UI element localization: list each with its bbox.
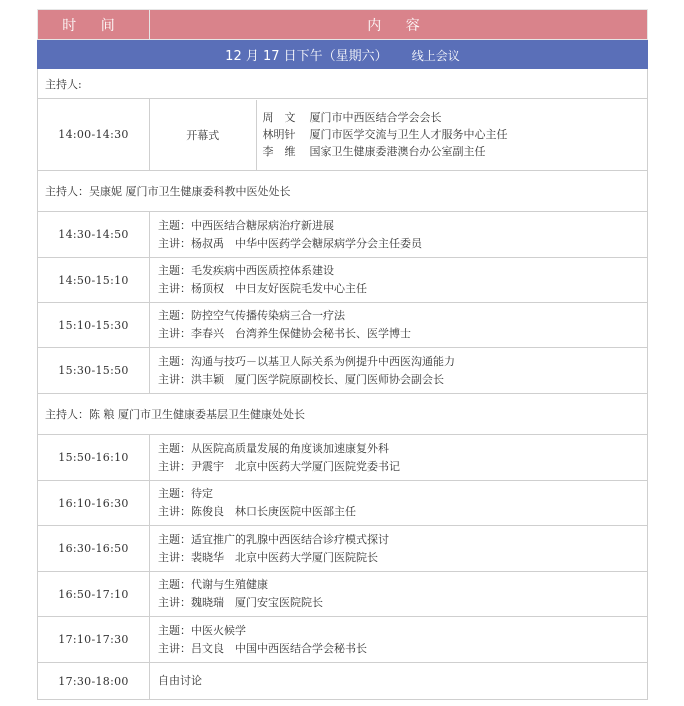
opening-row: [38, 99, 648, 171]
speaker: 主讲：李春兴 台湾养生保健协会秘书长、医学博士: [158, 327, 411, 340]
speaker-line: 李 维 国家卫生健康委港澳台办公室副主任: [262, 145, 486, 158]
session-row: [38, 526, 648, 572]
speaker: 主讲：陈俊良 林口长庚医院中医部主任: [158, 505, 356, 518]
time-cell: 16:10-16:30: [38, 481, 150, 526]
content-header: 内 容: [150, 10, 648, 40]
host-label: 主持人:: [38, 69, 648, 99]
speaker: 主讲：魏晓瑞 厦门安宝医院院长: [158, 596, 323, 609]
topic: 主题：毛发疾病中西医质控体系建设: [158, 264, 334, 277]
table-header: [38, 10, 648, 40]
speaker: 主讲：尹震宇 北京中医药大学厦门医院党委书记: [158, 459, 400, 473]
session-row: [38, 348, 648, 394]
host-row: [38, 394, 648, 435]
speaker: 主讲：杨叔禹 中华中医药学会糖尿病学分会主任委员: [158, 236, 422, 250]
speaker: 主讲：吕文良 中国中西医结合学会秘书长: [158, 641, 367, 655]
session-row: [38, 303, 648, 348]
speaker-line: 周 文 厦门市中西医结合学会会长: [262, 111, 442, 124]
speaker: 主讲：洪丰颖 厦门医学院原副校长、厦门医师协会副会长: [158, 372, 444, 386]
time-cell: 17:10-17:30: [38, 617, 150, 663]
session-venue: 线上会议: [411, 48, 460, 63]
topic: 主题：中西医结合糖尿病治疗新进展: [158, 218, 334, 232]
host-label: 主持人：吴康妮 厦门市卫生健康委科教中医处处长: [38, 171, 648, 212]
session-row: [38, 258, 648, 303]
date-bar: [38, 40, 648, 69]
time-cell: 14:30-14:50: [38, 212, 150, 258]
session-row: [38, 435, 648, 481]
time-cell: 14:00-14:30: [38, 99, 150, 171]
host-row: [38, 69, 648, 99]
session-row: [38, 212, 648, 258]
time-cell: 15:30-15:50: [38, 348, 150, 394]
speaker-line: 林明针 厦门市医学交流与卫生人才服务中心主任: [262, 128, 508, 141]
time-cell: 15:50-16:10: [38, 435, 150, 481]
speaker: 主讲：裴晓华 北京中医药大学厦门医院院长: [158, 550, 378, 564]
agenda-table: [37, 9, 648, 700]
time-cell: 16:50-17:10: [38, 572, 150, 617]
time-cell: 15:10-15:30: [38, 303, 150, 348]
session-row: [38, 572, 648, 617]
opening-speakers: [256, 100, 647, 170]
date-cell: [38, 40, 648, 69]
topic: 主题：从医院高质量发展的角度谈加速康复外科: [158, 441, 389, 455]
topic: 主题：防控空气传播传染病三合一疗法: [158, 309, 345, 322]
agenda: [37, 9, 648, 700]
session-row: [38, 617, 648, 663]
host-label: 主持人：陈 粮 厦门市卫生健康委基层卫生健康处处长: [38, 394, 648, 435]
time-header: 时 间: [38, 10, 150, 40]
session-row: [38, 663, 648, 700]
speaker: 主讲：杨顶权 中日友好医院毛发中心主任: [158, 282, 367, 295]
host-row: [38, 171, 648, 212]
topic: 主题：待定: [158, 487, 213, 500]
topic: 主题：中医火候学: [158, 623, 246, 637]
time-cell: 17:30-18:00: [38, 663, 150, 700]
topic: 主题：沟通与技巧－以基卫人际关系为例提升中西医沟通能力: [158, 354, 455, 368]
time-cell: 16:30-16:50: [38, 526, 150, 572]
opening-inner: [150, 100, 647, 170]
opening-title: 开幕式: [150, 100, 256, 170]
free-discussion: 自由讨论: [150, 663, 648, 700]
session-row: [38, 481, 648, 526]
session-date: 12 月 17 日下午（星期六）: [225, 48, 388, 64]
topic: 主题：适宜推广的乳腺中西医结合诊疗模式探讨: [158, 532, 389, 546]
topic: 主题：代谢与生殖健康: [158, 578, 268, 591]
time-cell: 14:50-15:10: [38, 258, 150, 303]
